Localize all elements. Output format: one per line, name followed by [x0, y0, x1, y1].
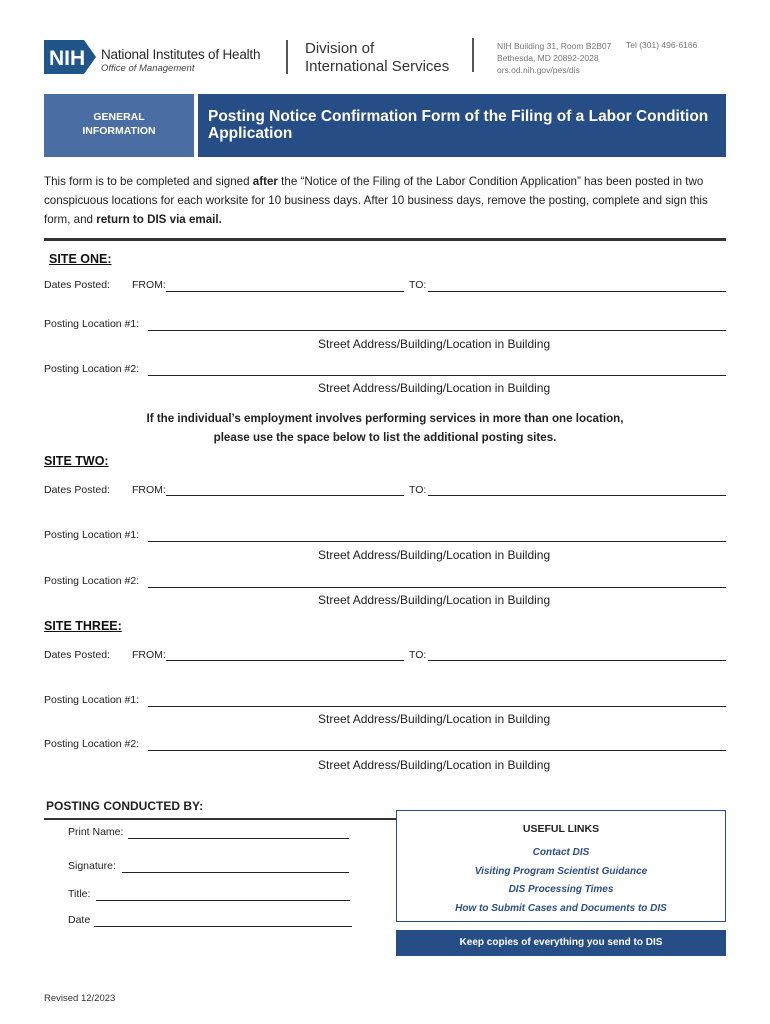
- division-line-1: Division of: [305, 40, 375, 57]
- posting-location-1-label: Posting Location #1:: [44, 529, 140, 541]
- posting-location-1-label: Posting Location #1:: [44, 318, 140, 330]
- section-label-line: INFORMATION: [82, 125, 156, 137]
- posting-location-2-field[interactable]: [148, 587, 726, 588]
- header-divider: [472, 38, 474, 72]
- site-three-heading: SITE THREE:: [44, 619, 122, 633]
- title-label: Title:: [68, 888, 91, 900]
- to-date-field[interactable]: [428, 660, 726, 661]
- additional-sites-note: [44, 409, 726, 447]
- posting-location-1-field[interactable]: [148, 541, 726, 542]
- form-title-line: Application: [208, 125, 293, 142]
- title-field[interactable]: [96, 900, 350, 901]
- address-line: NIH Building 31, Room B2B07: [497, 41, 612, 51]
- print-name-label: Print Name:: [68, 826, 124, 838]
- nih-logo-text: NIH: [49, 47, 86, 70]
- visiting-scientist-guidance-link[interactable]: Visiting Program Scientist Guidance: [474, 866, 648, 877]
- site-one-heading: SITE ONE:: [49, 252, 112, 266]
- posting-location-1-label: Posting Location #1:: [44, 694, 140, 706]
- processing-times-link[interactable]: DIS Processing Times: [508, 884, 614, 895]
- keep-copies-banner: Keep copies of everything you send to DIS: [396, 930, 726, 956]
- from-date-field[interactable]: [166, 495, 404, 496]
- date-field[interactable]: [94, 926, 352, 927]
- to-label: TO:: [409, 279, 427, 291]
- posting-location-2-field[interactable]: [148, 750, 726, 751]
- website-link[interactable]: ors.od.nih.gov/pes/dis: [497, 65, 580, 75]
- org-name: National Institutes of Health: [101, 47, 261, 62]
- section-label-line: GENERAL: [93, 111, 145, 123]
- street-address-hint: Street Address/Building/Location in Building: [318, 758, 551, 772]
- revision-date: Revised 12/2023: [44, 993, 116, 1004]
- to-label: TO:: [409, 484, 427, 496]
- division-line-2: International Services: [305, 58, 450, 75]
- print-name-field[interactable]: [128, 838, 349, 839]
- street-address-hint: Street Address/Building/Location in Building: [318, 593, 551, 607]
- from-date-field[interactable]: [166, 660, 404, 661]
- intro-bold: return to DIS via email.: [96, 213, 222, 226]
- dates-posted-label: Dates Posted:: [44, 279, 110, 291]
- from-date-field[interactable]: [166, 291, 404, 292]
- posting-location-2-field[interactable]: [148, 375, 726, 376]
- form-title-line: Posting Notice Confirmation Form of the Filing of a Labor Condition: [208, 108, 709, 125]
- date-label: Date: [68, 914, 91, 926]
- posting-conducted-heading: POSTING CONDUCTED BY:: [46, 799, 204, 813]
- from-label: FROM:: [132, 279, 166, 291]
- intro-text: the “Notice of the Filing of the Labor Condition Application” has been posted in two conspicuous locations for each worksite for 10 business days. After 10 business days, remove the posting, complete and sign this form, and: [44, 175, 708, 226]
- address-line: Bethesda, MD 20892-2028: [497, 53, 599, 63]
- note-line: If the individual’s employment involves performing services in more than one location,: [146, 412, 624, 425]
- street-address-hint: Street Address/Building/Location in Building: [318, 548, 551, 562]
- telephone: Tel (301) 496-6166: [626, 40, 698, 50]
- street-address-hint: Street Address/Building/Location in Building: [318, 712, 551, 726]
- posting-location-1-field[interactable]: [148, 706, 726, 707]
- intro-bold: after: [252, 175, 278, 188]
- nih-logo: [44, 40, 96, 74]
- from-label: FROM:: [132, 484, 166, 496]
- intro-paragraph: [44, 172, 734, 229]
- address-block: [497, 40, 611, 76]
- site-two-heading: SITE TWO:: [44, 454, 109, 468]
- dates-posted-label: Dates Posted:: [44, 484, 110, 496]
- posting-location-2-label: Posting Location #2:: [44, 363, 140, 375]
- submit-cases-link[interactable]: How to Submit Cases and Documents to DIS: [455, 903, 667, 914]
- general-information-tab: [44, 94, 194, 157]
- useful-links-title: USEFUL LINKS: [522, 823, 600, 835]
- signature-field[interactable]: [122, 872, 349, 873]
- to-date-field[interactable]: [428, 291, 726, 292]
- street-address-hint: Street Address/Building/Location in Building: [318, 381, 551, 395]
- note-line: please use the space below to list the additional posting sites.: [213, 431, 557, 444]
- contact-dis-link[interactable]: Contact DIS: [532, 847, 590, 858]
- posting-location-1-field[interactable]: [148, 330, 726, 331]
- signature-label: Signature:: [68, 860, 116, 872]
- street-address-hint: Street Address/Building/Location in Building: [318, 337, 551, 351]
- posting-location-2-label: Posting Location #2:: [44, 738, 140, 750]
- dates-posted-label: Dates Posted:: [44, 649, 110, 661]
- useful-links-box: [396, 810, 726, 922]
- division-title: [305, 40, 449, 76]
- posting-location-2-label: Posting Location #2:: [44, 575, 140, 587]
- header-divider: [286, 40, 288, 74]
- form-title: [198, 94, 726, 157]
- from-label: FROM:: [132, 649, 166, 661]
- office-name: Office of Management: [101, 63, 195, 74]
- section-divider: [44, 238, 726, 241]
- to-date-field[interactable]: [428, 495, 726, 496]
- intro-text: This form is to be completed and signed: [44, 175, 253, 188]
- to-label: TO:: [409, 649, 427, 661]
